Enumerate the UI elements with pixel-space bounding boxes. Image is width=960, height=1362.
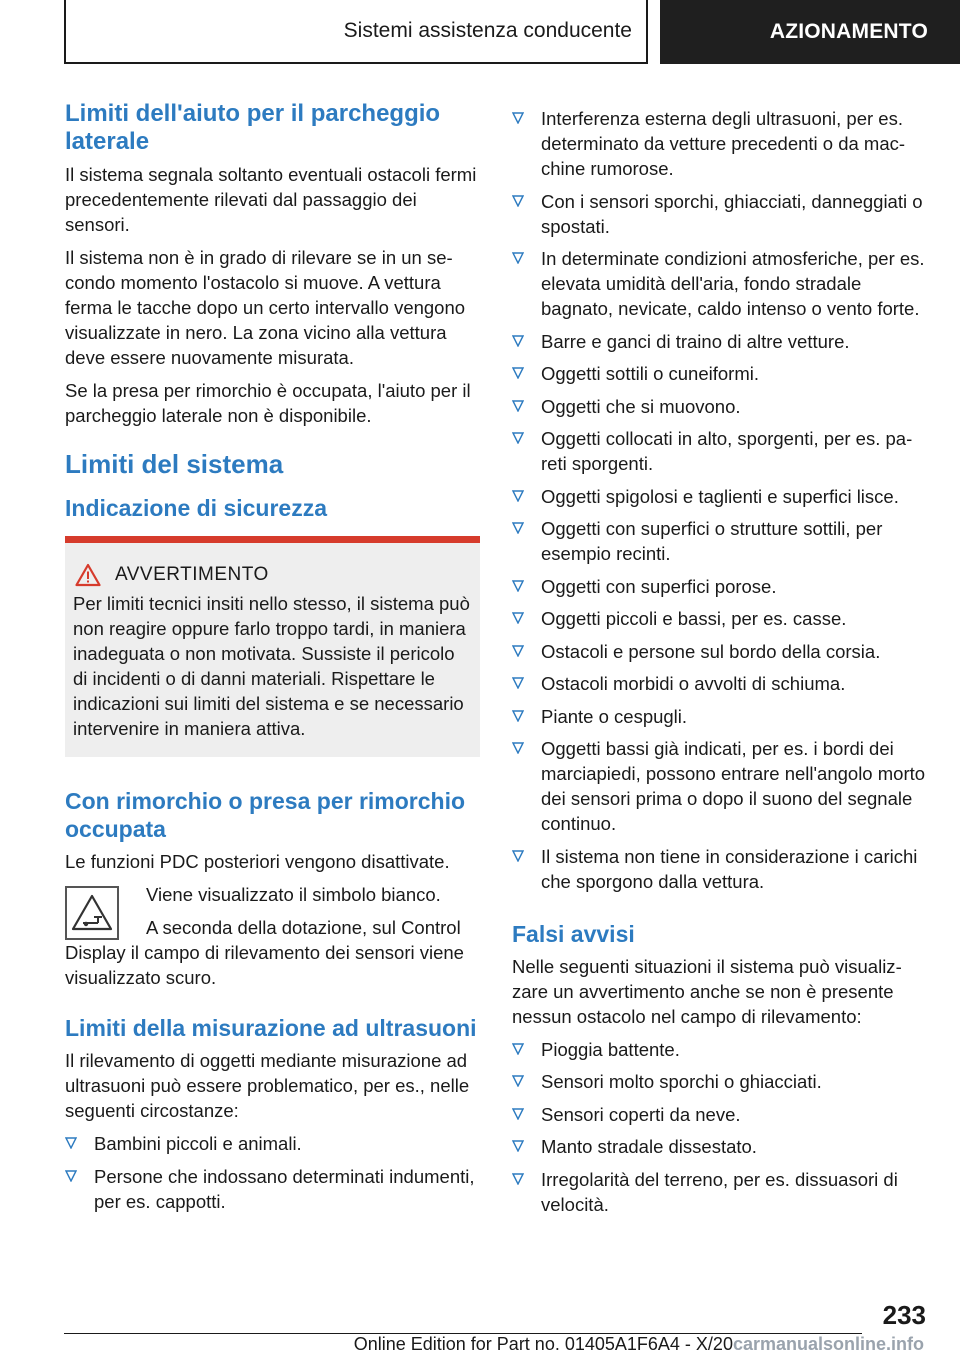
section-title: Sistemi assistenza conducente bbox=[343, 19, 632, 42]
right-column bbox=[512, 106, 927, 1224]
triangle-bullet-icon bbox=[512, 490, 524, 502]
list-item: Oggetti piccoli e bassi, per es. casse. bbox=[512, 606, 927, 631]
triangle-bullet-icon bbox=[512, 195, 524, 207]
list-item: In determinate condizioni atmosferiche, per es. elevata umidità dell'aria, fondo stradale bagnato, nevicate, caldo intenso o vento forte. bbox=[512, 246, 927, 321]
heading-parking-limits: Limiti dell'aiuto per il parcheggio laterale bbox=[65, 100, 441, 155]
footer-edition: Online Edition for Part no. 01405A1F6A4 - X/20 bbox=[353, 1334, 733, 1354]
paragraph: Il rilevamento di oggetti mediante misurazione ad ultrasuoni può essere problematico, per es., nelle seguenti circostanze: bbox=[65, 1050, 470, 1121]
warning-triangle-icon bbox=[75, 563, 101, 587]
triangle-bullet-icon bbox=[512, 112, 524, 124]
paragraph: Le funzioni PDC posteriori vengono disattivate. bbox=[65, 851, 450, 872]
triangle-bullet-icon bbox=[512, 1173, 524, 1185]
list-item: Oggetti che si muovono. bbox=[512, 394, 927, 419]
list-item: Oggetti sottili o cuneiformi. bbox=[512, 361, 927, 386]
left-column bbox=[65, 100, 480, 1221]
list-item: Il sistema non tiene in considerazione i carichi che sporgono dalla vettura. bbox=[512, 844, 927, 894]
triangle-bullet-icon bbox=[512, 580, 524, 592]
section-header bbox=[64, 0, 648, 64]
heading-ultrasound: Limiti della misurazione ad ultrasuoni bbox=[65, 1015, 477, 1041]
warning-header bbox=[73, 563, 472, 587]
list-item: Persone che indossano determinati indumenti, per es. cappotti. bbox=[65, 1164, 480, 1214]
triangle-bullet-icon bbox=[512, 612, 524, 624]
list-item: Sensori molto sporchi o ghiacciati. bbox=[512, 1069, 927, 1094]
triangle-bullet-icon bbox=[512, 677, 524, 689]
list-item: Irregolarità del terreno, per es. dissuasori di velocità. bbox=[512, 1167, 927, 1217]
triangle-bullet-icon bbox=[512, 645, 524, 657]
list-item: Con i sensori sporchi, ghiacciati, danneggiati o spostati. bbox=[512, 189, 927, 239]
list-item: Oggetti spigolosi e taglienti e superfici lisce. bbox=[512, 484, 927, 509]
list-item: Manto stradale dissestato. bbox=[512, 1134, 927, 1159]
list-item: Ostacoli morbidi o avvolti di schiuma. bbox=[512, 671, 927, 696]
list-item: Oggetti collocati in alto, sporgenti, per es. pareti sporgenti. bbox=[512, 426, 927, 476]
triangle-bullet-icon bbox=[512, 850, 524, 862]
false-alarms-list bbox=[512, 1037, 927, 1217]
list-item: Interferenza esterna degli ultrasuoni, per es. determinato da vetture precedenti o da macchine rumorose. bbox=[512, 106, 927, 181]
triangle-bullet-icon bbox=[512, 367, 524, 379]
list-item: Ostacoli e persone sul bordo della corsia. bbox=[512, 639, 927, 664]
list-item: Oggetti bassi già indicati, per es. i bordi dei marciapiedi, possono entrare nell'angolo morto dei sensori prima o dopo il suono del segnale continuo. bbox=[512, 736, 927, 836]
warning-box bbox=[65, 536, 480, 757]
list-item: Oggetti con superfici o strutture sottili, per esempio recinti. bbox=[512, 516, 927, 566]
triangle-bullet-icon bbox=[65, 1170, 77, 1182]
triangle-bullet-icon bbox=[65, 1137, 77, 1149]
warning-text: Per limiti tecnici insiti nello stesso, il sistema può non reagire oppure farlo troppo tardi, in maniera inadeguata o non motivata. Sussiste il pericolo di incidenti o di danni materiali. Rispettare le indicazioni sui limiti del sistema e se necessario intervenire in maniera attiva. bbox=[73, 593, 470, 739]
ultrasound-list-continued bbox=[512, 106, 927, 894]
list-item: Piante o cespugli. bbox=[512, 704, 927, 729]
warning-label: AVVERTIMENTO bbox=[115, 564, 269, 585]
symbol-row bbox=[65, 882, 480, 990]
paragraph: Viene visualizzato il simbolo bianco. bbox=[146, 884, 441, 905]
heading-system-limits: Limiti del sistema bbox=[65, 449, 284, 479]
paragraph: Il sistema segnala soltanto eventuali ostacoli fermi precedentemente rilevati dal passaggio dei sensori. bbox=[65, 164, 477, 235]
heading-trailer: Con rimorchio o presa per rimorchio occupata bbox=[65, 788, 466, 842]
triangle-bullet-icon bbox=[512, 1108, 524, 1120]
triangle-bullet-icon bbox=[512, 432, 524, 444]
list-item: Barre e ganci di traino di altre vetture. bbox=[512, 329, 927, 354]
triangle-bullet-icon bbox=[512, 522, 524, 534]
paragraph: A seconda della dotazione, sul Control Display il campo di rilevamento dei sensori viene visualizzato scuro. bbox=[65, 917, 464, 988]
paragraph: Il sistema non è in grado di rilevare se in un secondo momento l'ostacolo si muove. A vettura ferma le tacche dopo un certo intervallo vengono visualizzate in nero. La zona vicino alla vettura deve essere nuovamente misurata. bbox=[65, 247, 466, 368]
ultrasound-list bbox=[65, 1131, 480, 1214]
paragraph: Nelle seguenti situazioni il sistema può visualizzare un avvertimento anche se non è presente nessun ostacolo nel campo di rilevamento: bbox=[512, 955, 902, 1027]
page-number: 233 bbox=[882, 1300, 926, 1330]
trailer-warning-symbol-icon bbox=[65, 886, 119, 940]
triangle-bullet-icon bbox=[512, 1075, 524, 1087]
list-item: Bambini piccoli e animali. bbox=[65, 1131, 480, 1156]
footer-watermark: carmanualsonline.info bbox=[732, 1334, 924, 1354]
triangle-bullet-icon bbox=[512, 742, 524, 754]
footer bbox=[354, 1334, 924, 1355]
triangle-bullet-icon bbox=[512, 335, 524, 347]
heading-false-alarms: Falsi avvisi bbox=[512, 920, 635, 947]
chapter-title: AZIONAMENTO bbox=[769, 20, 928, 43]
chapter-header bbox=[660, 0, 960, 64]
triangle-bullet-icon bbox=[512, 252, 524, 264]
triangle-bullet-icon bbox=[512, 710, 524, 722]
heading-safety: Indicazione di sicurezza bbox=[65, 495, 328, 521]
triangle-bullet-icon bbox=[512, 400, 524, 412]
list-item: Oggetti con superfici porose. bbox=[512, 574, 927, 599]
triangle-bullet-icon bbox=[512, 1043, 524, 1055]
list-item: Pioggia battente. bbox=[512, 1037, 927, 1062]
paragraph: Se la presa per rimorchio è occupata, l'aiuto per il parcheggio laterale non è disponibile. bbox=[65, 380, 471, 426]
list-item: Sensori coperti da neve. bbox=[512, 1102, 927, 1127]
triangle-bullet-icon bbox=[512, 1140, 524, 1152]
